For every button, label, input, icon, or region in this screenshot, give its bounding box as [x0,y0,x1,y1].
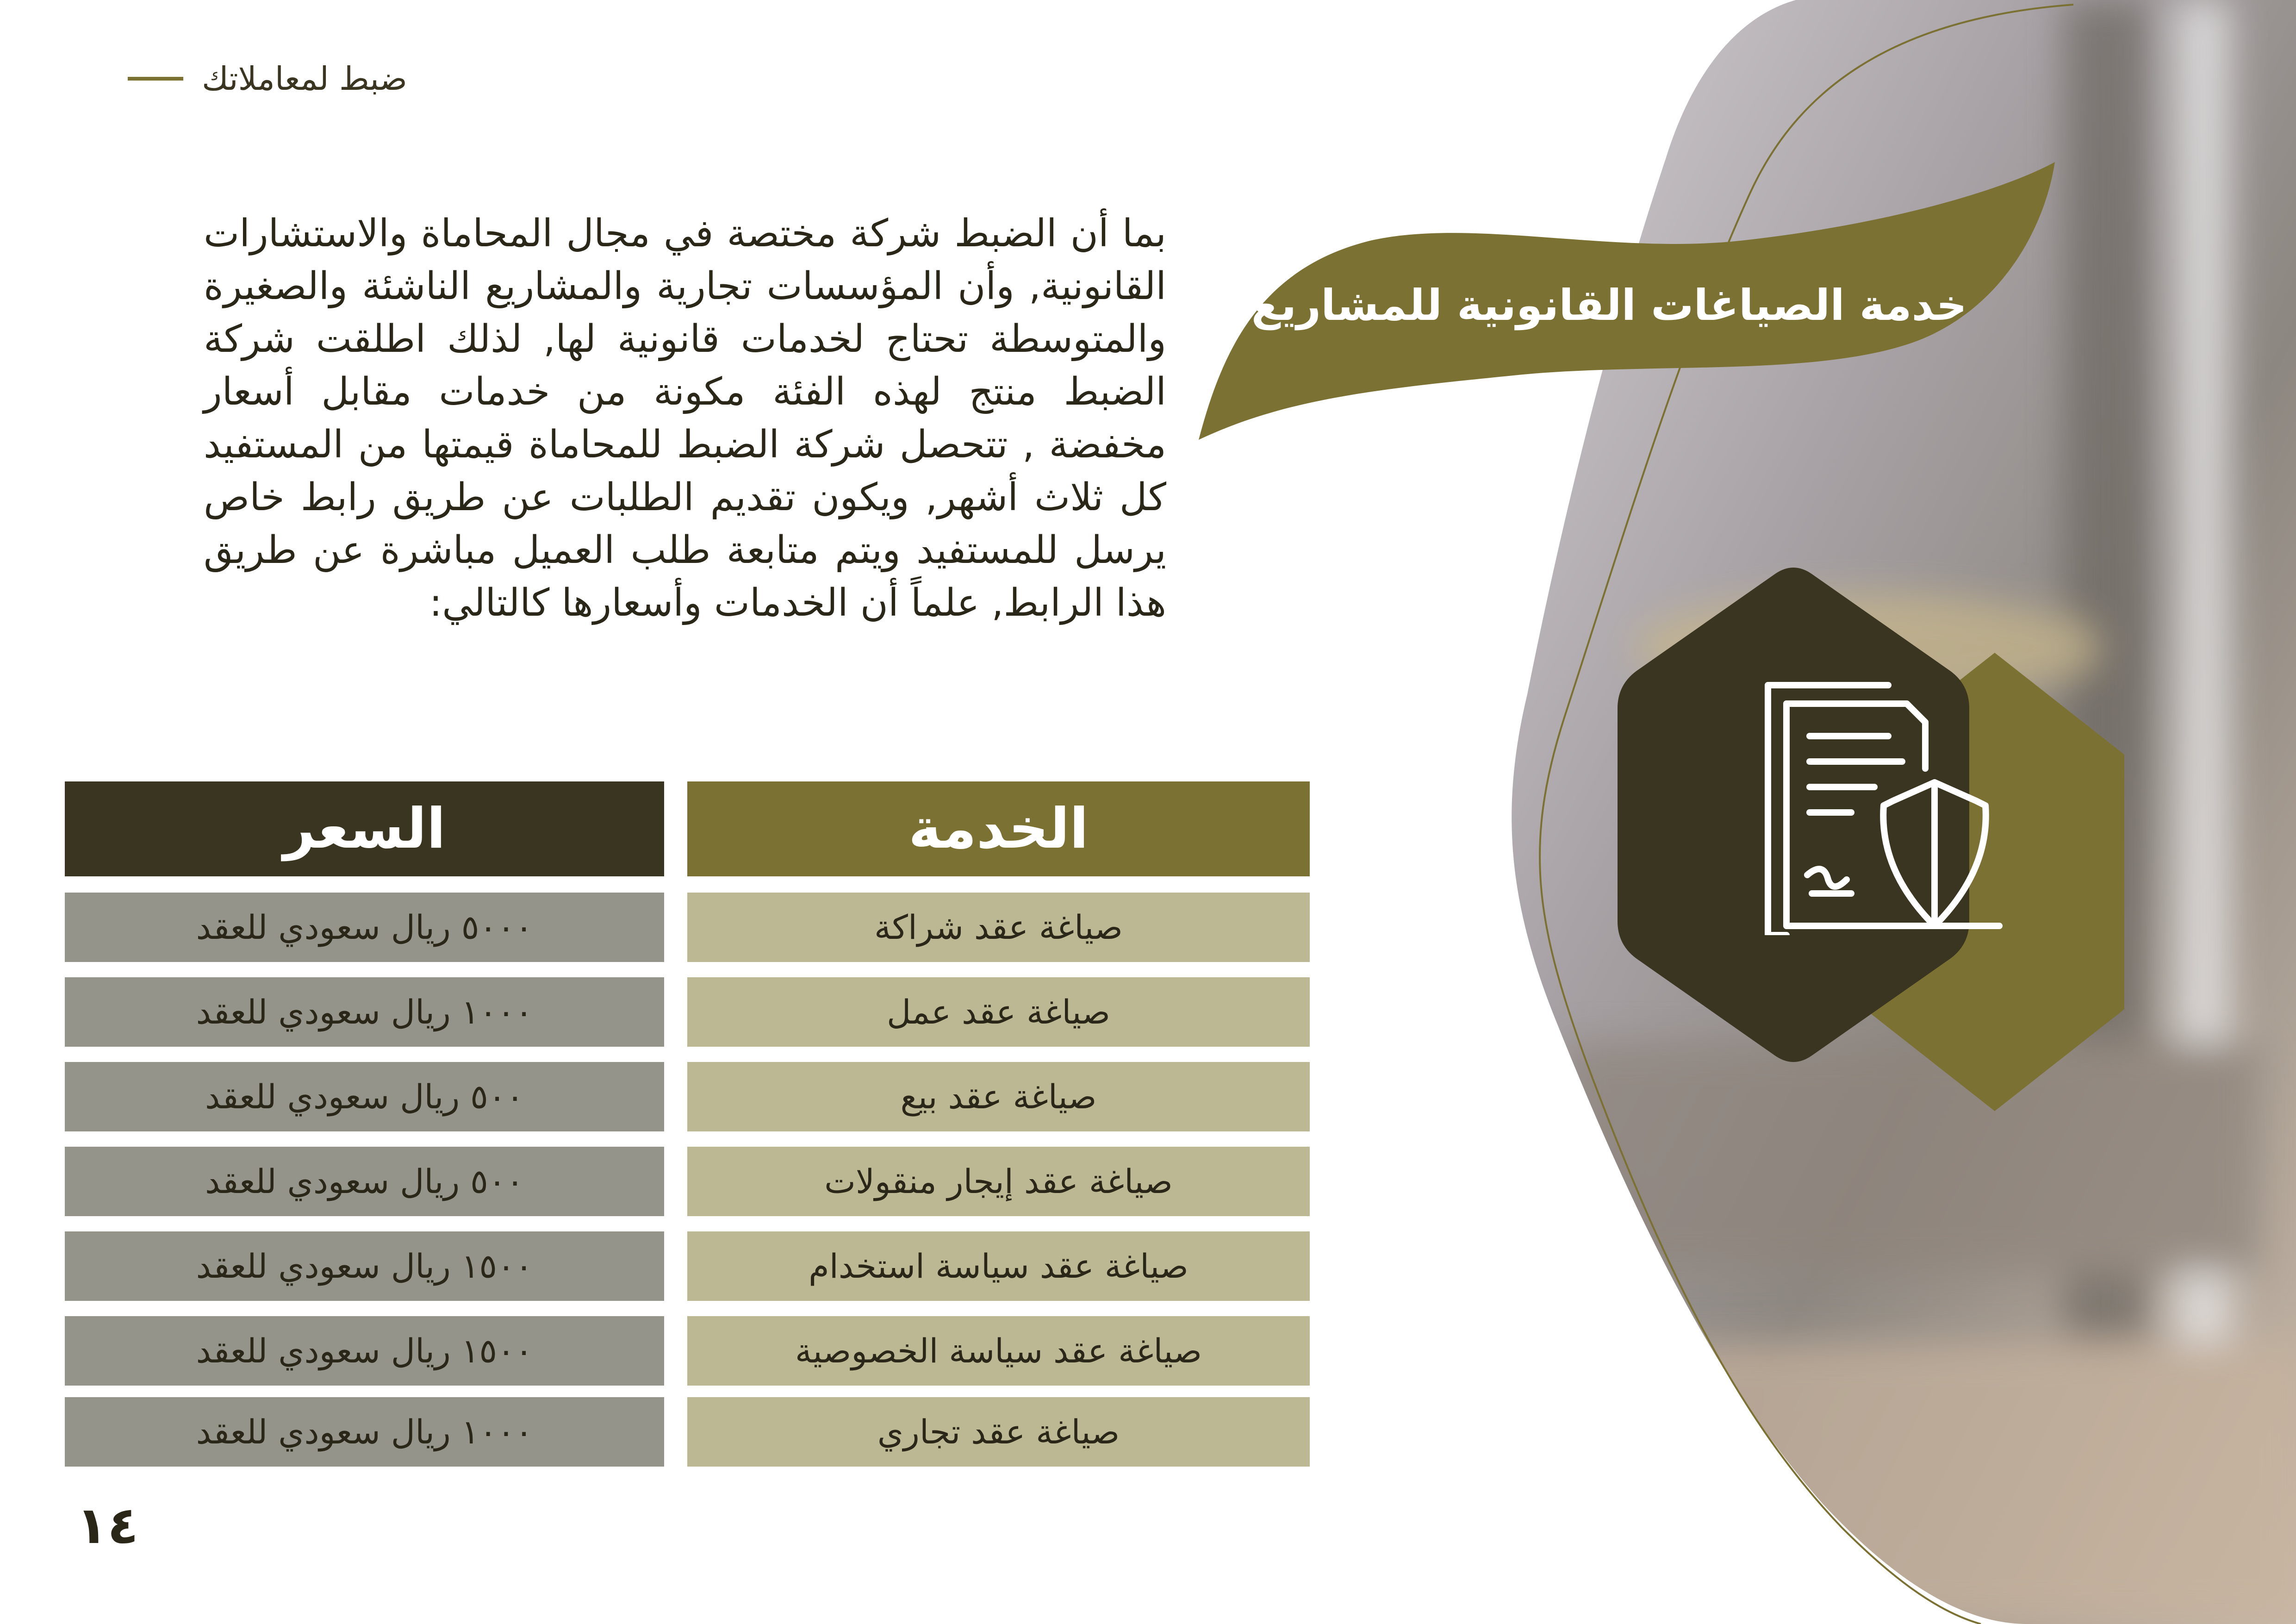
table-row [65,893,1310,962]
price-cell: ١٠٠٠ ريال سعودي للعقد [65,977,664,1047]
page-number: ١٤ [76,1496,139,1555]
table-row [65,1231,1310,1301]
service-cell: صياغة عقد إيجار منقولات [687,1147,1310,1216]
price-cell: ٥٠٠٠ ريال سعودي للعقد [65,893,664,962]
column-header-price: السعر [65,781,664,876]
brand-header [69,56,407,102]
table-row [65,977,1310,1047]
price-cell: ٥٠٠ ريال سعودي للعقد [65,1147,664,1216]
service-cell: صياغة عقد بيع [687,1062,1310,1131]
table-row [65,1316,1310,1386]
price-cell: ١٥٠٠ ريال سعودي للعقد [65,1231,664,1301]
table-row [65,1397,1310,1467]
service-cell: صياغة عقد شراكة [687,893,1310,962]
brand-divider [128,77,183,81]
service-cell: صياغة عقد سياسة استخدام [687,1231,1310,1301]
intro-paragraph: بما أن الضبط شركة مختصة في مجال المحاماة والاستشارات القانونية, وأن المؤسسات تجارية والمشاريع الناشئة والصغيرة والمتوسطة تحتاج لخدمات قانونية لها, لذلك اطلقت شركة الضبط منتج لهذه الفئة مكونة من خدمات مقابل أسعار مخفضة , تتحصل شركة الضبط للمحاماة قيمتها من المستفيد كل ثلاث أشهر, ويكون تقديم الطلبات عن طريق رابط خاص يرسل للمستفيد ويتم متابعة طلب العميل مباشرة عن طريق هذا الرابط, علماً أن الخدمات وأسعارها كالتالي: [204,212,1166,625]
service-cell: صياغة عقد تجاري [687,1397,1310,1467]
table-row [65,1147,1310,1216]
service-cell: صياغة عقد عمل [687,977,1310,1047]
price-cell: ٥٠٠ ريال سعودي للعقد [65,1062,664,1131]
price-cell: ١٠٠٠ ريال سعودي للعقد [65,1397,664,1467]
brand-text: ضبط لمعاملاتك [202,60,407,98]
service-cell: صياغة عقد سياسة الخصوصية [687,1316,1310,1386]
page-title: خدمة الصياغات القانونية للمشاريع [1251,281,1967,330]
price-cell: ١٥٠٠ ريال سعودي للعقد [65,1316,664,1386]
services-price-table [65,781,1310,1467]
legal-document-shield-icon [1759,676,2018,935]
column-header-service: الخدمة [687,781,1310,876]
table-row [65,1062,1310,1131]
